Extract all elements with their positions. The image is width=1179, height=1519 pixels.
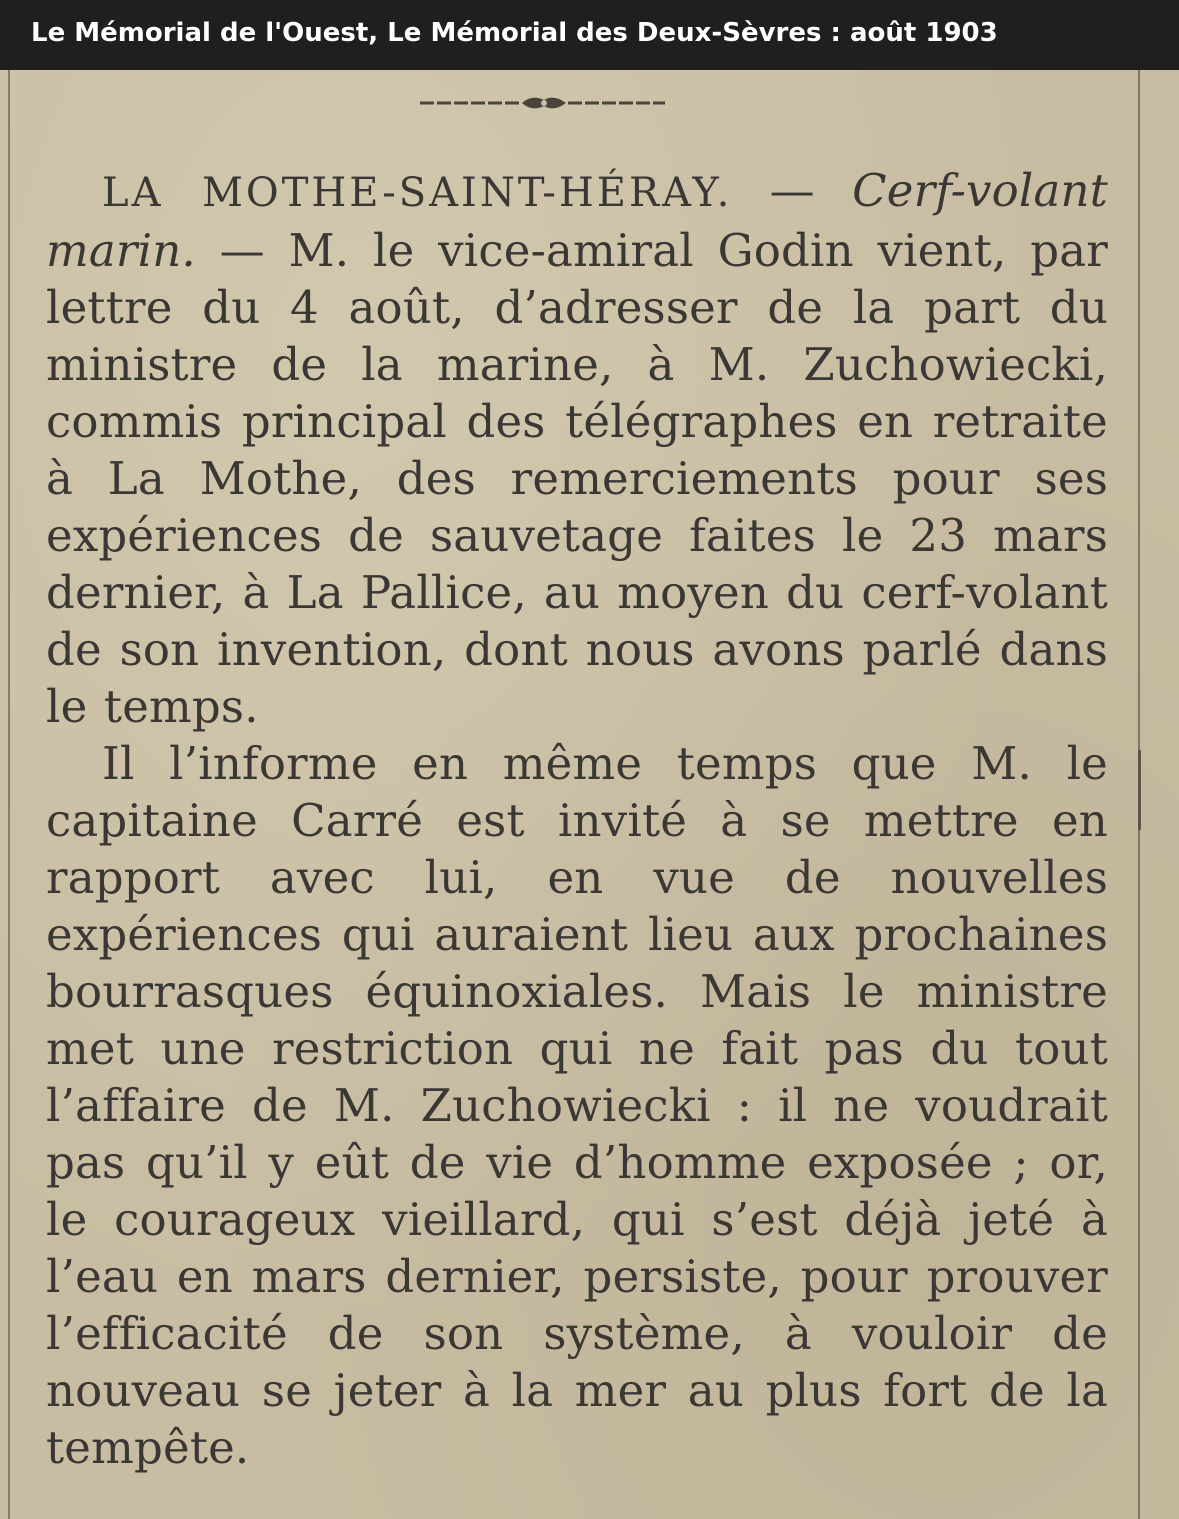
article-dash-2: — (195, 224, 289, 277)
article-paragraph-1 (46, 162, 1108, 735)
article-headline: Cerf-volant marin. (46, 164, 1108, 277)
article-la-mothe-saint-heray (46, 162, 1108, 1476)
column-rule-left (8, 70, 10, 1519)
article-paragraph-2: Il l’informe en même temps que M. le capitaine Carré est invité à se mettre en rapport avec lui, en vue de nouvelles expériences qui auraient lieu aux prochaines bourrasques équinoxiales. Mais le ministre met une restriction qui ne fait pas du tout l’affaire de M. Zuchowiecki : il ne voudrait pas qu’il y eût de vie d’homme exposée ; or, le courageux vieillard, qui s’est déjà jeté à l’eau en mars dernier, persiste, pour prouver l’efficacité de son système, à vouloir de nouveau se jeter à la mer au plus fort de la tempête. (46, 737, 1108, 1474)
newspaper-scan (0, 70, 1179, 1519)
column-rule-right-mark (1138, 750, 1141, 830)
article-dash-1: — (732, 164, 853, 217)
article-place: LA MOTHE-SAINT-HÉRAY. (102, 170, 733, 216)
window-title: Le Mémorial de l'Ouest, Le Mémorial des Deux-Sèvres : août 1903 (0, 0, 1179, 70)
article-paragraph-1-body: M. le vice-amiral Godin vient, par lettre du 4 août, d’adresser de la part du ministre de la marine, à M. Zuchowiecki, commis principal des télégraphes en retraite à La Mothe, des remerciements pour ses expériences de sauvetage faites le 23 mars dernier, à La Pallice, au moyen du cerf-volant de son invention, dont nous avons parlé dans le temps. (46, 224, 1108, 733)
section-divider-ornament (420, 92, 665, 114)
